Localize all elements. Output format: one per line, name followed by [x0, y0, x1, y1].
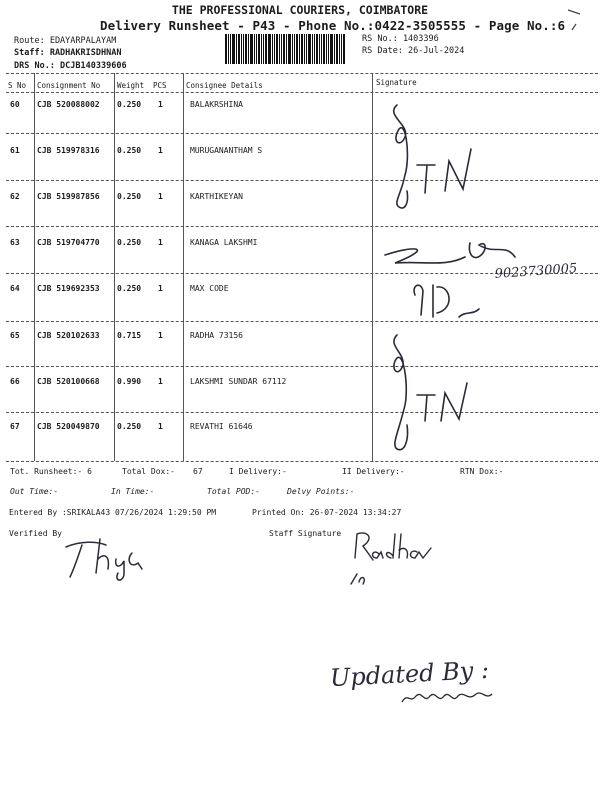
barcode-bar: [323, 34, 325, 64]
row-pcs: 1: [158, 377, 163, 386]
row-weight: 0.250: [117, 146, 142, 155]
row-sno: 66: [10, 377, 20, 386]
row-consignee: BALAKRSHINA: [190, 100, 243, 109]
staff-signature-label: Staff Signature: [269, 529, 342, 538]
col-header-consignee: Consignee Details: [186, 81, 263, 90]
row-weight: 0.990: [117, 377, 142, 386]
barcode-bar: [243, 34, 244, 64]
printed-on: Printed On: 26-07-2024 13:34:27: [252, 508, 402, 517]
barcode-bar: [292, 34, 293, 64]
barcode-bar: [228, 34, 229, 64]
barcode-bar: [343, 34, 345, 64]
barcode-bar: [326, 34, 327, 64]
barcode-bar: [314, 34, 315, 64]
row-consignment: CJB 520088002: [37, 100, 100, 109]
row-weight: 0.250: [117, 284, 142, 293]
row-pcs: 1: [158, 284, 163, 293]
rtn-dox: RTN Dox:-: [460, 467, 504, 476]
barcode-bar: [276, 34, 278, 64]
row-consignee: REVATHI 61646: [190, 422, 253, 431]
row-weight: 0.250: [117, 100, 142, 109]
barcode-bar: [339, 34, 340, 64]
row-weight: 0.250: [117, 422, 142, 431]
row-consignment: CJB 520100668: [37, 377, 100, 386]
barcode-bar: [250, 34, 253, 64]
barcode-bar: [299, 34, 300, 64]
row-sno: 60: [10, 100, 20, 109]
barcode-bar: [328, 34, 329, 64]
barcode-bar: [286, 34, 287, 64]
col-header-signature: Signature: [376, 78, 417, 87]
barcode: [225, 34, 353, 64]
ii-delivery: II Delivery:-: [342, 467, 405, 476]
row-sno: 64: [10, 284, 20, 293]
row-consignee: MAX CODE: [190, 284, 229, 293]
barcode-bar: [334, 34, 335, 64]
barcode-bar: [225, 34, 227, 64]
barcode-bar: [283, 34, 285, 64]
barcode-bar: [256, 34, 257, 64]
row-weight: 0.715: [117, 331, 142, 340]
barcode-bar: [301, 34, 303, 64]
row-consignment: CJB 519987856: [37, 192, 100, 201]
barcode-bar: [238, 34, 240, 64]
barcode-bar: [306, 34, 307, 64]
updated-by-scrawl: [398, 688, 498, 708]
row-consignment: CJB 519978316: [37, 146, 100, 155]
col-header-sno: S No: [8, 81, 27, 90]
row-consignee: LAKSHMI SUNDAR 67112: [190, 377, 287, 386]
barcode-bar: [272, 34, 273, 64]
staff-signature: [345, 528, 445, 598]
row-consignee: MURUGANANTHAM S: [190, 146, 263, 155]
barcode-bar: [279, 34, 280, 64]
row-pcs: 1: [158, 146, 163, 155]
barcode-bar: [245, 34, 247, 64]
barcode-bar: [294, 34, 295, 64]
barcode-bar: [308, 34, 311, 64]
row-consignee: KANAGA LAKSHMI: [190, 238, 258, 247]
row-consignee: KARTHIKEYAN: [190, 192, 243, 201]
total-dox-label: Total Dox:-: [122, 467, 175, 476]
total-pod: Total POD:-: [207, 487, 260, 496]
handwritten-updated-by: Updated By :: [329, 655, 490, 693]
col-header-consignment: Consignment No: [37, 81, 101, 90]
row-sno: 61: [10, 146, 20, 155]
barcode-bar: [330, 34, 333, 64]
row-weight: 0.250: [117, 192, 142, 201]
handwritten-phone-note: 9023730005: [494, 261, 578, 282]
in-time: In Time:-: [111, 487, 155, 496]
row-consignment: CJB 519704770: [37, 238, 100, 247]
handwritten-signatures: [375, 95, 590, 465]
row-consignment: CJB 519692353: [37, 284, 100, 293]
barcode-bar: [241, 34, 242, 64]
row-pcs: 1: [158, 100, 163, 109]
row-pcs: 1: [158, 192, 163, 201]
barcode-bar: [321, 34, 322, 64]
barcode-bar: [265, 34, 267, 64]
entered-by: Entered By :SRIKALA43 07/26/2024 1:29:50 PM: [9, 508, 217, 517]
total-dox-value: 67: [193, 467, 203, 476]
barcode-bar: [261, 34, 262, 64]
verified-by-label: Verified By: [9, 529, 62, 538]
rs-number: RS No.: 1403396: [362, 34, 439, 44]
rs-date: RS Date: 26-Jul-2024: [362, 46, 465, 56]
col-header-pcs: PCS: [153, 81, 167, 90]
row-consignment: CJB 520102633: [37, 331, 100, 340]
barcode-bar: [258, 34, 260, 64]
row-consignment: CJB 520049870: [37, 422, 100, 431]
barcode-bar: [274, 34, 275, 64]
barcode-bar: [288, 34, 291, 64]
barcode-bar: [268, 34, 271, 64]
route-label: Route: EDAYARPALAYAM: [14, 36, 117, 46]
barcode-bar: [312, 34, 313, 64]
barcode-bar: [319, 34, 320, 64]
barcode-bar: [304, 34, 305, 64]
barcode-bar: [316, 34, 318, 64]
row-pcs: 1: [158, 422, 163, 431]
row-consignee: RADHA 73156: [190, 331, 243, 340]
row-sno: 65: [10, 331, 20, 340]
barcode-bar: [230, 34, 231, 64]
barcode-bar: [236, 34, 237, 64]
drs-number: DRS No.: DCJB140339606: [14, 61, 127, 71]
barcode-bar: [341, 34, 342, 64]
staff-label: Staff: RADHAKRISDHNAN: [14, 48, 122, 58]
row-pcs: 1: [158, 331, 163, 340]
out-time: Out Time:-: [10, 487, 59, 496]
row-pcs: 1: [158, 238, 163, 247]
row-weight: 0.250: [117, 238, 142, 247]
corner-mark: [566, 6, 586, 32]
barcode-bar: [248, 34, 249, 64]
verified-by-signature: [60, 533, 180, 583]
barcode-bar: [232, 34, 235, 64]
delvy-points: Delvy Points:-: [287, 487, 355, 496]
total-runsheet: Tot. Runsheet:- 6: [10, 467, 92, 476]
barcode-bar: [336, 34, 338, 64]
barcode-bar: [254, 34, 255, 64]
barcode-bar: [263, 34, 264, 64]
barcode-bar: [296, 34, 298, 64]
col-header-weight: Weight: [117, 81, 145, 90]
i-delivery: I Delivery:-: [229, 467, 287, 476]
row-sno: 63: [10, 238, 20, 247]
runsheet-title: Delivery Runsheet - P43 - Phone No.:0422-3505555 - Page No.:6: [100, 18, 566, 33]
row-sno: 62: [10, 192, 20, 201]
company-title: THE PROFESSIONAL COURIERS, COIMBATORE: [171, 3, 429, 17]
barcode-bar: [281, 34, 282, 64]
row-sno: 67: [10, 422, 20, 431]
